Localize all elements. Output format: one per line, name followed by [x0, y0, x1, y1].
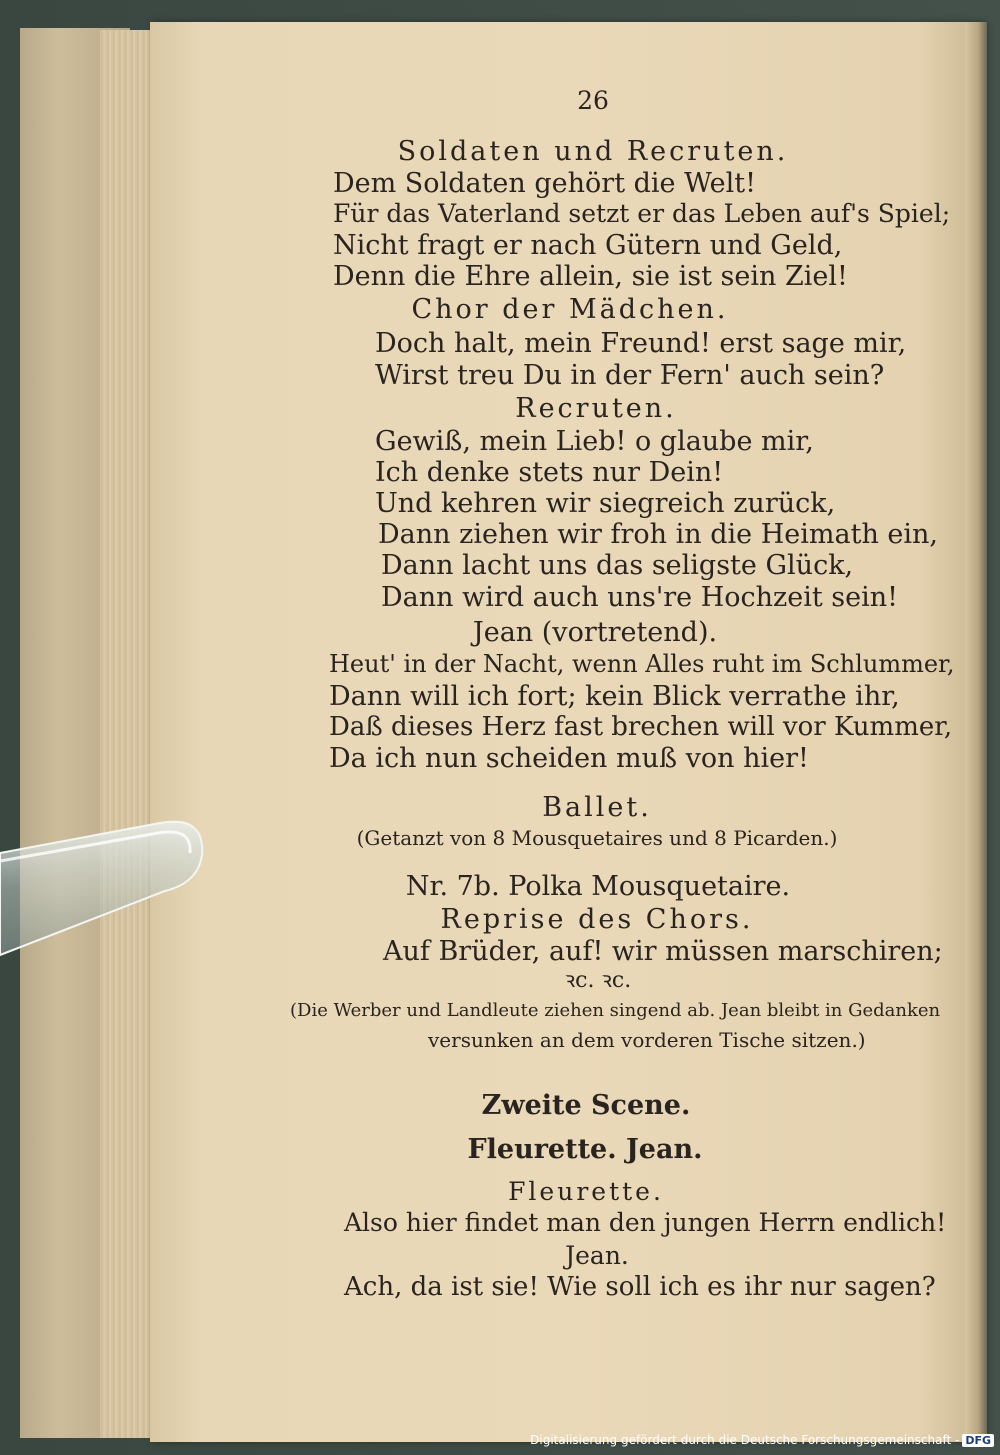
- verse-line: Für das Vaterland setzt er das Leben auf's Spiel;: [333, 199, 951, 228]
- dfg-logo: DFG: [962, 1434, 994, 1447]
- stage-direction: (Die Werber und Landleute ziehen singend ab. Jean bleibt in Gedanken: [290, 1000, 941, 1021]
- speaker-heading: Chor der Mädchen.: [411, 294, 729, 325]
- verse-line: Daß dieses Herz fast brechen will vor Kummer,: [329, 712, 953, 742]
- page-right-edge: [965, 22, 987, 1442]
- verse-line: Wirst treu Du in der Fern' auch sein?: [375, 360, 885, 391]
- verse-line: Und kehren wir siegreich zurück,: [375, 488, 836, 519]
- verse-line: Auf Brüder, auf! wir müssen marschiren;: [383, 936, 943, 967]
- verse-line: Doch halt, mein Freund! erst sage mir,: [375, 328, 907, 359]
- verse-line: Nicht fragt er nach Gütern und Geld,: [333, 230, 843, 261]
- page-number: 26: [577, 86, 609, 115]
- verse-line: Ach, da ist sie! Wie soll ich es ihr nur sagen?: [344, 1272, 936, 1302]
- verse-line: Dann wird auch uns're Hochzeit sein!: [381, 582, 899, 613]
- speaker-heading: Jean (vortretend).: [472, 617, 718, 648]
- speaker-heading: Reprise des Chors.: [440, 904, 754, 935]
- scene-title: Zweite Scene.: [481, 1090, 691, 1121]
- verse-line: Dann will ich fort; kein Blick verrathe ihr,: [329, 681, 900, 712]
- speaker-heading: Fleurette.: [508, 1177, 664, 1206]
- stage-direction: (Getanzt von 8 Mousquetaires und 8 Picarden.): [356, 826, 838, 850]
- digitization-footer: [530, 1433, 994, 1447]
- verse-line: Gewiß, mein Lieb! o glaube mir,: [375, 426, 814, 457]
- speaker-heading: Recruten.: [515, 393, 677, 424]
- speaker-heading: Soldaten und Recruten.: [397, 136, 789, 167]
- stage-direction: versunken an dem vorderen Tische sitzen.): [428, 1028, 866, 1052]
- glass-page-weight: [0, 815, 205, 965]
- verse-line: Da ich nun scheiden muß von hier!: [329, 743, 809, 774]
- verse-line: Denn die Ehre allein, sie ist sein Ziel!: [333, 261, 848, 292]
- verse-line: Heut' in der Nacht, wenn Alles ruht im Schlummer,: [329, 650, 955, 678]
- speaker-heading: Jean.: [565, 1241, 629, 1270]
- footer-text: Digitalisierung gefördert durch die Deutsche Forschungsgemeinschaft -: [530, 1433, 960, 1447]
- verse-line: Also hier findet man den jungen Herrn endlich!: [344, 1208, 947, 1237]
- scene-characters: Fleurette. Jean.: [467, 1134, 703, 1165]
- verse-line: Dann ziehen wir froh in die Heimath ein,: [378, 519, 938, 550]
- ballet-heading: Ballet.: [542, 792, 652, 823]
- etc-marks: ꝛc. ꝛc.: [564, 968, 632, 993]
- verse-line: Dem Soldaten gehört die Welt!: [333, 168, 756, 199]
- verse-line: Ich denke stets nur Dein!: [375, 457, 724, 488]
- music-number-heading: Nr. 7b. Polka Mousquetaire.: [405, 871, 791, 902]
- verse-line: Dann lacht uns das seligste Glück,: [381, 550, 854, 581]
